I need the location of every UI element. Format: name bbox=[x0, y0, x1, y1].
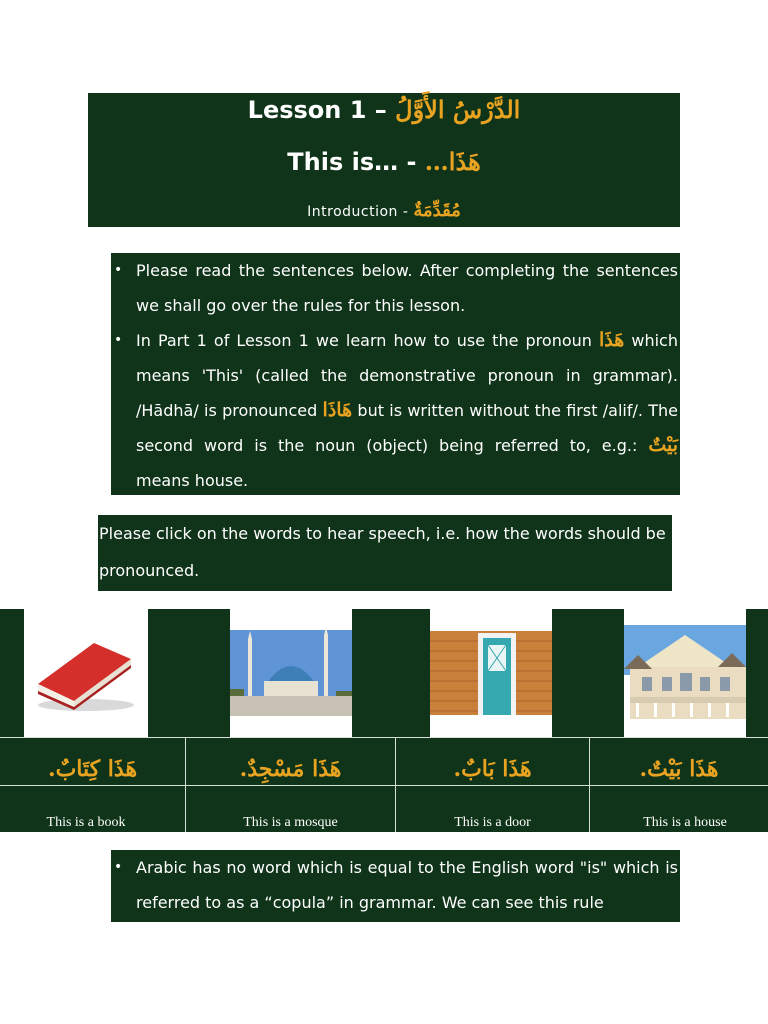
lesson-subtitle bbox=[88, 147, 680, 177]
arabic-phrase-book[interactable]: هَذَا كِتَابٌ. bbox=[47, 756, 138, 782]
caption-book: This is a book bbox=[46, 815, 126, 830]
mosque-image[interactable] bbox=[230, 609, 352, 737]
caption-mosque: This is a mosque bbox=[243, 815, 338, 830]
lesson-title-ar: الدَّرْسُ الأَوَّلُ bbox=[395, 95, 521, 124]
caption-door: This is a door bbox=[454, 815, 531, 830]
intro-bullet-2-part-a: In Part 1 of Lesson 1 we learn how to use the pronoun bbox=[136, 331, 592, 350]
instruction-text: Please click on the words to hear speech, i.e. how the words should be pronounced. bbox=[99, 524, 666, 580]
intro-bullet-1: Please read the sentences below. After completing the sentences we shall go over the rules for this lesson. bbox=[136, 261, 678, 315]
lesson-header bbox=[88, 93, 680, 227]
bullet-item bbox=[111, 323, 680, 498]
caption-house: This is a house bbox=[643, 815, 727, 830]
intro-bullet-2-part-b: which means 'This' (called the demonstrative pronoun in grammar). /Hādhā/ is pronounced bbox=[136, 331, 678, 420]
grammar-note-text: Arabic has no word which is equal to the English word "is" which is referred to as a “copula” in grammar. We can see this rule bbox=[136, 858, 678, 912]
bullet-icon: • bbox=[114, 859, 123, 875]
grammar-note-panel bbox=[111, 850, 680, 922]
arabic-phrase-mosque[interactable]: هَذَا مَسْجِدٌ. bbox=[239, 756, 342, 782]
bullet-icon: • bbox=[114, 262, 123, 278]
intro-bullet-2-part-d: means house. bbox=[136, 471, 249, 490]
intro-bullet-2-part-c: but is written without the first /alif/. The second word is the noun (object) being referred to, e.g.: bbox=[136, 401, 679, 455]
arabic-word-hadha[interactable]: هَذَا bbox=[599, 329, 625, 351]
arabic-phrase-house[interactable]: هَذَا بَيْتٌ. bbox=[639, 756, 719, 782]
lesson-subtitle-ar: هَذَا… bbox=[424, 147, 481, 176]
section-heading bbox=[88, 201, 680, 222]
lesson-subtitle-en: This is… - bbox=[287, 148, 417, 176]
section-heading-ar: مُقَدِّمَةٌ bbox=[413, 200, 461, 221]
table-divider bbox=[0, 737, 768, 738]
bullet-icon: • bbox=[114, 332, 123, 348]
house-image[interactable] bbox=[624, 609, 746, 737]
lesson-title bbox=[88, 95, 680, 125]
arabic-phrase-door[interactable]: هَذَا بَابٌ. bbox=[453, 756, 532, 782]
lesson-title-en: Lesson 1 – bbox=[247, 96, 387, 124]
section-heading-en: Introduction - bbox=[307, 204, 409, 220]
book-image[interactable] bbox=[24, 609, 148, 737]
intro-panel bbox=[111, 253, 680, 495]
instruction-note bbox=[98, 515, 672, 591]
vocabulary-gallery bbox=[0, 609, 768, 832]
arabic-word-haadhaa[interactable]: هَاذَا bbox=[322, 399, 353, 421]
bullet-item bbox=[111, 850, 680, 920]
arabic-word-baytun[interactable]: بَيْتٌ bbox=[648, 434, 678, 456]
door-image[interactable] bbox=[430, 609, 552, 737]
bullet-item bbox=[111, 253, 680, 323]
